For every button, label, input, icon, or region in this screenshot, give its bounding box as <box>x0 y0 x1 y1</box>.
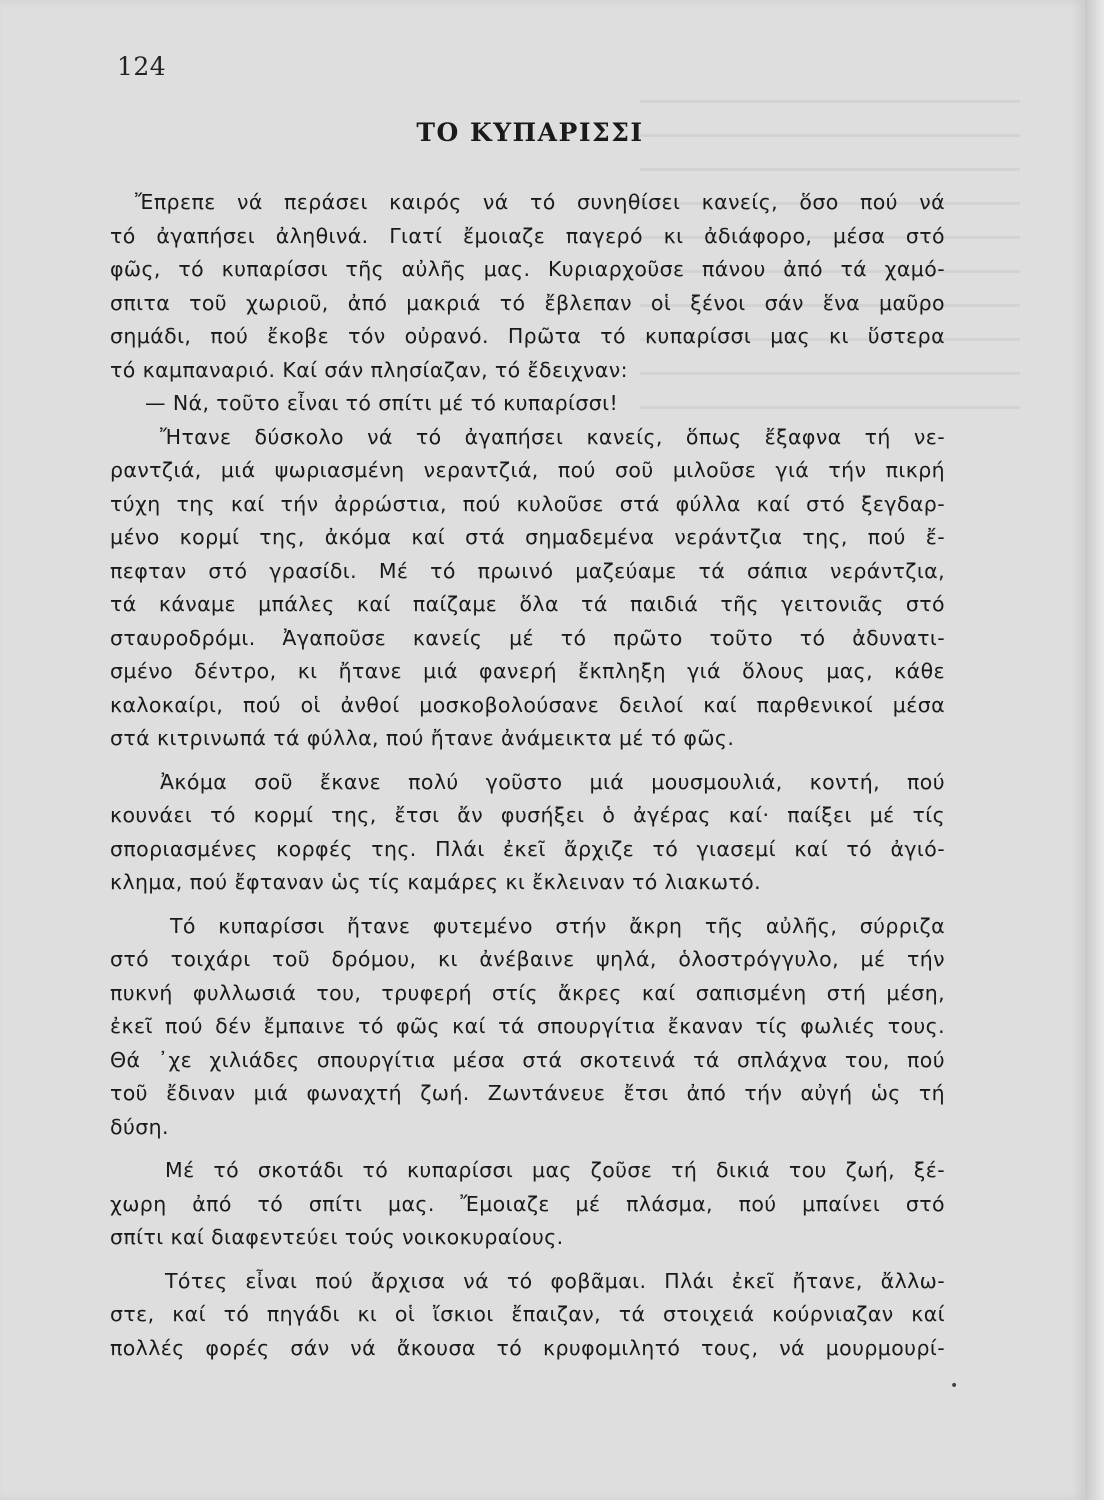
text-line: στά κιτρινωπά τά φύλλα, πού ἤτανε ἀνάμεικτα μέ τό φῶς. <box>110 726 735 750</box>
text-line: σημάδι, πού ἔκοβε τόν οὐρανό. Πρῶτα τό κυπαρίσσι μας κι ὕστερα <box>110 324 945 348</box>
text-line: πυκνή φυλλωσιά του, τρυφερή στίς ἄκρες καί σαπισμένη στή μέση, <box>110 980 945 1005</box>
paragraph-gap <box>110 1255 945 1265</box>
ink-speck: • <box>950 1378 959 1394</box>
text-line: Ἀκόμα σοῦ ἔκανε πολύ γοῦστο μιά μουσμουλιά, κοντή, πού <box>160 769 945 794</box>
text-line: πολλές φορές σάν νά ἄκουσα τό κρυφομιλητό τους, νά μουρμουρί- <box>110 1335 945 1360</box>
text-line: τοῦ ἔδιναν μιά φωναχτή ζωή. Ζωντάνευε ἔτσι ἀπό τήν αὐγή ὡς τή <box>110 1081 945 1105</box>
text-line: ἐκεῖ πού δέν ἔμπαινε τό φῶς καί τά σπουργίτια ἔκαναν τίς φωλιές τους. <box>110 1014 945 1038</box>
text-line: Θά ᾽χε χιλιάδες σπουργίτια μέσα στά σκοτεινά τά σπλάχνα του, πού <box>110 1047 945 1072</box>
text-line: πεφταν στό γρασίδι. Μέ τό πρωινό μαζεύαμε τά σάπια νεράντζια, <box>110 558 945 583</box>
text-line: σποριασμένες κορφές της. Πλάι ἐκεῖ ἄρχιζε τό γιασεμί καί τό ἀγιό- <box>110 836 945 861</box>
dialogue-line: — Νά, τοῦτο εἶναι τό σπίτι μέ τό κυπαρίσσι! <box>145 391 619 415</box>
text-line: Τότες εἶναι πού ἄρχισα νά τό φοβᾶμαι. Πλάι ἐκεῖ ἤτανε, ἄλλω- <box>165 1268 945 1293</box>
page-number: 124 <box>117 52 167 81</box>
page-edge <box>1085 0 1104 1500</box>
text-line: Μέ τό σκοτάδι τό κυπαρίσσι μας ζοῦσε τή δικιά του ζωή, ξέ- <box>165 1158 945 1182</box>
text-line: καλοκαίρι, πού οἱ ἀνθοί μοσκοβολούσανε δειλοί καί παρθενικοί μέσα <box>110 692 945 717</box>
text-line: στό τοιχάρι τοῦ δρόμου, κι ἀνέβαινε ψηλά, ὁλοστρόγγυλο, μέ τήν <box>110 947 945 971</box>
text-line: χωρη ἀπό τό σπίτι μας. Ἔμοιαζε μέ πλάσμα, πού μπαίνει στό <box>110 1191 945 1216</box>
text-line: Ἔπρεπε νά περάσει καιρός νά τό συνηθίσει κανείς, ὅσο πού νά <box>135 190 945 214</box>
paragraph-gap <box>110 900 945 910</box>
text-line: στε, καί τό πηγάδι κι οἱ ἴσκιοι ἔπαιζαν, τά στοιχειά κούρνιαζαν καί <box>110 1302 945 1326</box>
text-line: σμένο δέντρο, κι ἤτανε μιά φανερή ἔκπληξη γιά ὅλους μας, κάθε <box>110 659 945 683</box>
paragraph-gap <box>110 756 945 766</box>
text-line: τά κάναμε μπάλες καί παίζαμε ὅλα τά παιδιά τῆς γειτονιᾶς στό <box>110 592 945 616</box>
text-line: σπιτα τοῦ χωριοῦ, ἀπό μακριά τό ἔβλεπαν οἱ ξένοι σάν ἕνα μαῦρο <box>110 290 945 315</box>
text-line: τό καμπαναριό. Καί σάν πλησίαζαν, τό ἔδειχναν: <box>110 357 628 382</box>
text-line: κουνάει τό κορμί της, ἔτσι ἄν φυσήξει ὁ ἀγέρας καί· παίξει μέ τίς <box>110 803 945 827</box>
text-line: μένο κορμί της, ἀκόμα καί στά σημαδεμένα νεράντζια της, πού ἔ- <box>110 525 945 549</box>
text-line: τύχη της καί τήν ἀρρώστια, πού κυλοῦσε στά φύλλα καί στό ξεγδαρ- <box>110 491 945 516</box>
text-line: κλημα, πού ἔφταναν ὡς τίς καμάρες κι ἔκλειναν τό λιακωτό. <box>110 870 761 894</box>
text-line: σταυροδρόμι. Ἀγαποῦσε κανείς μέ τό πρῶτο τοῦτο τό ἀδυνατι- <box>110 625 945 650</box>
text-line: ραντζιά, μιά ψωριασμένη νεραντζιά, πού σοῦ μιλοῦσε γιά τήν πικρή <box>110 458 945 482</box>
text-line: σπίτι καί διαφεντεύει τούς νοικοκυραίους. <box>110 1225 564 1249</box>
body-text <box>110 186 945 1365</box>
text-line: Τό κυπαρίσσι ἤτανε φυτεμένο στήν ἄκρη τῆς αὐλῆς, σύρριζα <box>170 913 945 938</box>
chapter-title: ΤΟ ΚΥΠΑΡΙΣΣΙ <box>416 118 644 147</box>
text-line: τό ἀγαπήσει ἀληθινά. Γιατί ἔμοιαζε παγερό κι ἀδιάφορο, μέσα στό <box>110 223 945 248</box>
text-line: δύση. <box>110 1114 169 1139</box>
paragraph-gap <box>110 1144 945 1154</box>
text-line: φῶς, τό κυπαρίσσι τῆς αὐλῆς μας. Κυριαρχοῦσε πάνου ἀπό τά χαμό- <box>110 257 945 281</box>
text-line: Ἤτανε δύσκολο νά τό ἀγαπήσει κανείς, ὅπως ἔξαφνα τή νε- <box>160 424 945 449</box>
